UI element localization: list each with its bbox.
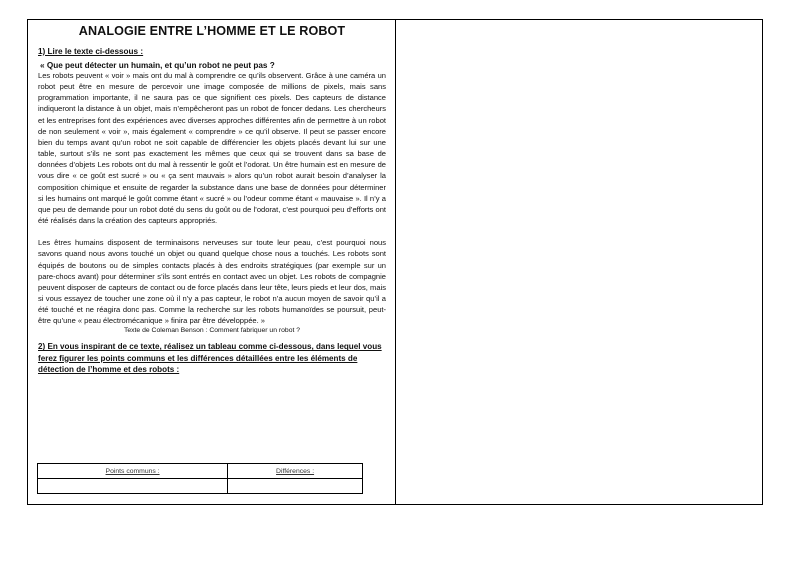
question-1-label: 1) Lire le texte ci-dessous : xyxy=(38,47,144,56)
paragraph-1: Les robots peuvent « voir » mais ont du mal à comprendre ce qu’ils observent. Grâce à une caméra un robot peut être en mesure de percevoir une image composée de millions de pixels, mais sans programmation importante, il ne saura pas ce que signifient ces pixels. Des capteurs de distance indiqueront la distance à un objet, mais n’empêcheront pas un robot de foncer dedans. Les chercheurs et les entreprises font des expériences avec diverses approches différentes afin de permettre à un robot de non seulement « voir », mais également « comprendre » ce qu’il observe. Il peut se passer encore bien du temps avant qu’un robot ne soit capable de différencier les objets placés devant lui sur une table, surtout s’ils ne sont pas exactement les mêmes que ceux qui se trouvent dans sa base de données d’objets Les robots ont du mal à ressentir le goût et l’odorat. Un être humain est en mesure de vous dire « ce goût est sucré » ou « ça sent mauvais » alors qu’un robot aurait besoin d’analyser la composition chimique et ensuite de regarder la substance dans une base de données pour déterminer si les humains ont marqué le goût comme étant « sucré » ou l’odeur comme étant « mauvaise ». Il n’y a que peu de demande pour un robot doté du sens du goût ou de l’odorat, c’est pourquoi peu d’efforts ont été réalisés dans la création des capteurs appropriés. xyxy=(38,71,386,226)
cell-differences[interactable] xyxy=(228,479,363,494)
table-header-row xyxy=(38,464,363,479)
header-common-points: Points communs : xyxy=(38,464,228,479)
text-source: Texte de Coleman Benson : Comment fabriquer un robot ? xyxy=(123,327,301,335)
page-frame xyxy=(27,19,763,505)
document-title: ANALOGIE ENTRE L’HOMME ET LE ROBOT xyxy=(78,24,346,38)
answer-table xyxy=(37,463,363,494)
paragraph-2: Les êtres humains disposent de terminaisons nerveuses sur toute leur peau, c’est pourquoi nous savons quand nous avons touché un objet ou quand quelque chose nous a touchés. Les robots sont équipés de boutons ou de simples contacts placés à des endroits stratégiques (par exemple sur un pare-chocs avant) pour déterminer s’ils sont entrés en contact avec un objet. Les robots de compagnie peuvent disposer de capteurs de contact ou de force placés dans leur tête, leurs pieds et leur dos, mais si vous essayez de toucher une zone où il n’y a pas capteur, le robot n’a aucun moyen de savoir qu’il a été touché et ne réagira donc pas. Comme la recherche sur les robots humanoïdes se poursuit, peut-être qu’une « peau électromécanique » finira par être développée. » xyxy=(38,238,386,326)
text-title: « Que peut détecter un humain, et qu’un robot ne peut pas ? xyxy=(40,61,275,70)
question-2-label: 2) En vous inspirant de ce texte, réalisez un tableau comme ci-dessous, dans lequel vous ferez figurer les points communs et les différences détaillées entre les éléments de détection de l’homme et des robots : xyxy=(38,342,382,375)
right-column-blank xyxy=(396,20,762,504)
left-column xyxy=(38,20,386,376)
table-row xyxy=(38,479,363,494)
header-differences: Différences : xyxy=(228,464,363,479)
paragraph-gap xyxy=(38,226,386,237)
cell-common-points[interactable] xyxy=(38,479,228,494)
